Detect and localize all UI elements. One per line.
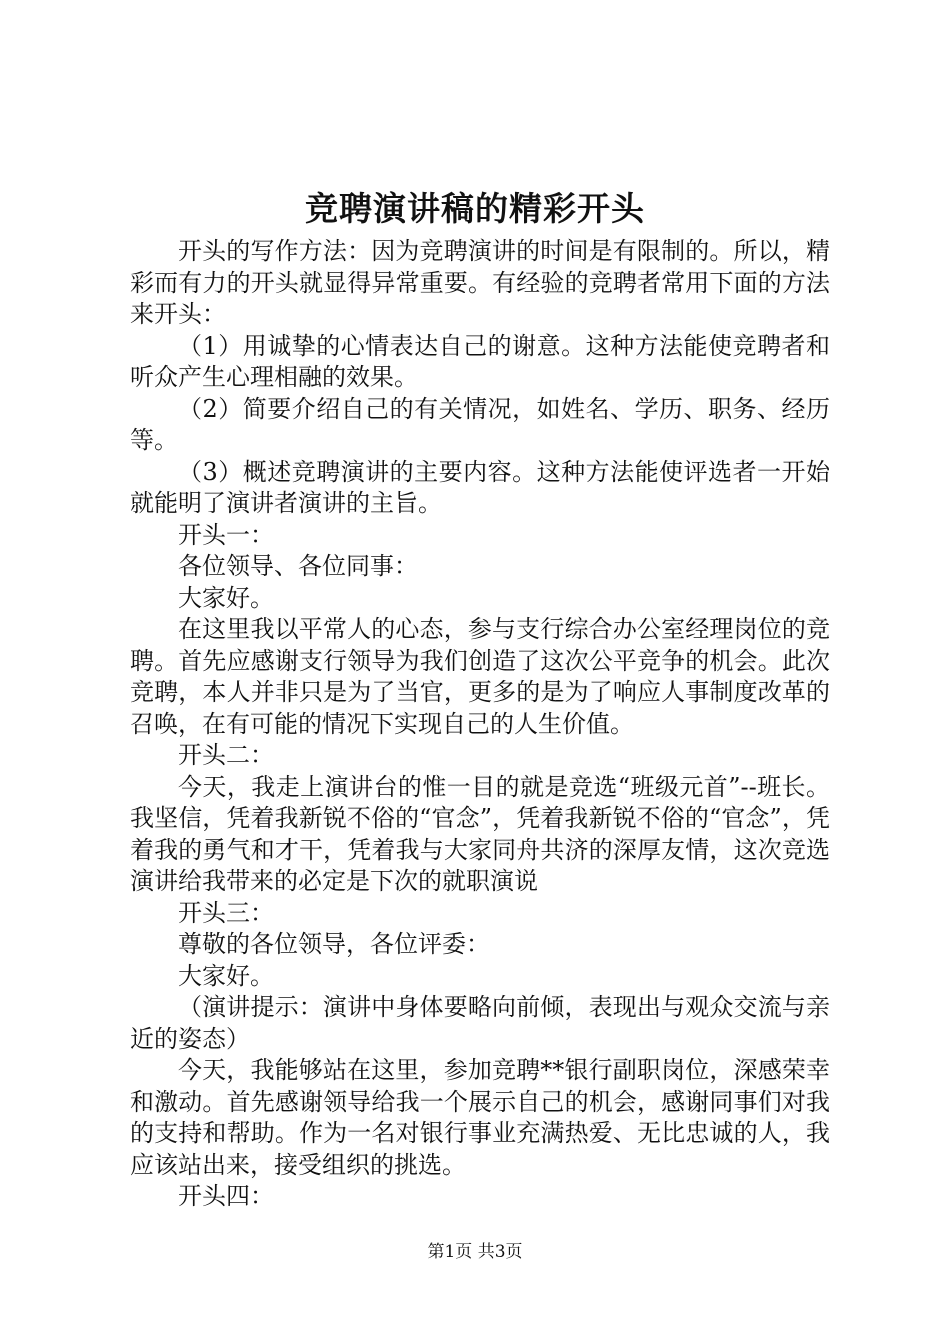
section-heading-1: 开头一：	[178, 520, 274, 549]
section-heading-3: 开头三：	[178, 898, 274, 927]
paragraph-method-intro: 开头的写作方法：因为竞聘演讲的时间是有限制的。所以，精彩而有力的开头就显得异常重要。有经验的竞聘者常用下面的方法来开头：	[130, 237, 830, 328]
paragraph-greeting-1: 各位领导、各位同事：	[178, 552, 418, 580]
section-heading-2: 开头二：	[178, 741, 274, 769]
paragraph-example-2: 今天，我走上演讲台的惟一目的就是竞选“班级元首”--班长。我坚信，凭着我新锐不俗的“官念”，凭着我新锐不俗的“官念”，凭着我的勇气和才干，凭着我与大家同舟共济的深厚友情，这次竞选演讲给我带来的必定是下次的就职演说	[130, 772, 830, 895]
paragraph-example-1: 在这里我以平常人的心态，参与支行综合办公室经理岗位的竞聘。首先应感谢支行领导为我们创造了这次公平竞争的机会。此次竞聘，本人并非只是为了当官，更多的是为了响应人事制度改革的召唤，在有可能的情况下实现自己的人生价值。	[130, 615, 830, 738]
paragraph-example-3: 今天，我能够站在这里，参加竞聘**银行副职岗位，深感荣幸和激动。首先感谢领导给我一个展示自己的机会，感谢同事们对我的支持和帮助。作为一名对银行事业充满热爱、无比忠诚的人，我应该站出来，接受组织的挑选。	[130, 1056, 830, 1179]
paragraph-speech-tip: （演讲提示：演讲中身体要略向前倾，表现出与观众交流与亲近的姿态）	[130, 993, 830, 1053]
paragraph-method-3: （3）概述竞聘演讲的主要内容。这种方法能使评选者一开始就能明了演讲者演讲的主旨。	[130, 457, 830, 517]
document-body	[130, 236, 830, 1213]
paragraph-hello-1: 大家好。	[178, 583, 274, 612]
paragraph-method-1: （1）用诚挚的心情表达自己的谢意。这种方法能使竞聘者和听众产生心理相融的效果。	[130, 331, 830, 391]
page-footer: 第1页 共3页	[427, 1242, 523, 1262]
paragraph-method-2: （2）简要介绍自己的有关情况，如姓名、学历、职务、经历等。	[130, 394, 830, 454]
paragraph-hello-3: 大家好。	[178, 961, 274, 990]
document-title: 竞聘演讲稿的精彩开头	[305, 189, 645, 228]
section-heading-4: 开头四：	[178, 1182, 274, 1210]
paragraph-greeting-3: 尊敬的各位领导，各位评委：	[178, 930, 490, 958]
